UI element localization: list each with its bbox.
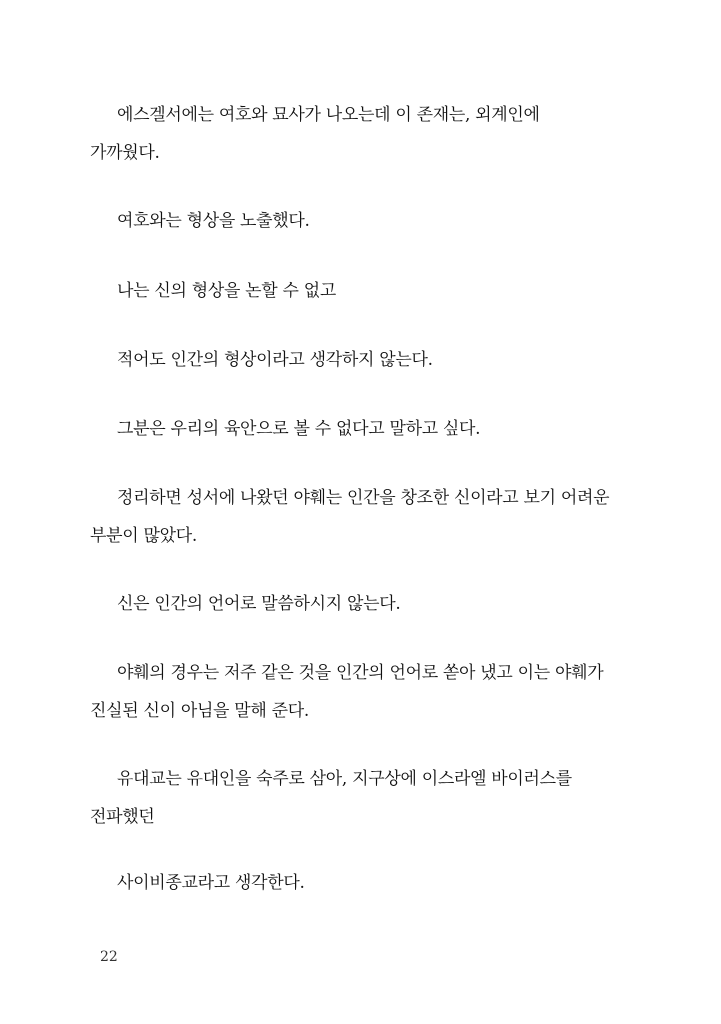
paragraph-6: 정리하면 성서에 나왔던 야훼는 인간을 창조한 신이라고 보기 어려운 부분이 많았다. — [90, 488, 610, 546]
paragraph-2: 여호와는 형상을 노출했다. — [117, 211, 310, 231]
paragraph-5: 그분은 우리의 육안으로 볼 수 없다고 말하고 싶다. — [117, 419, 481, 439]
paragraph-4: 적어도 인간의 형상이라고 생각하지 않는다. — [117, 350, 433, 370]
paragraph-7: 신은 인간의 언어로 말씀하시지 않는다. — [117, 594, 401, 614]
paragraph-9: 유대교는 유대인을 숙주로 삼아, 지구상에 이스라엘 바이러스를 전파했던 — [90, 769, 572, 827]
paragraph-10: 사이비종교라고 생각한다. — [117, 873, 305, 893]
paragraph-1: 에스겔서에는 여호와 묘사가 나오는데 이 존재는, 외계인에 가까웠다. — [90, 105, 540, 163]
page-number: 22 — [100, 949, 118, 965]
paragraph-3: 나는 신의 형상을 논할 수 없고 — [117, 281, 336, 301]
paragraph-8: 야훼의 경우는 저주 같은 것을 인간의 언어로 쏟아 냈고 이는 야훼가 진실된 신이 아님을 말해 준다. — [90, 663, 604, 721]
